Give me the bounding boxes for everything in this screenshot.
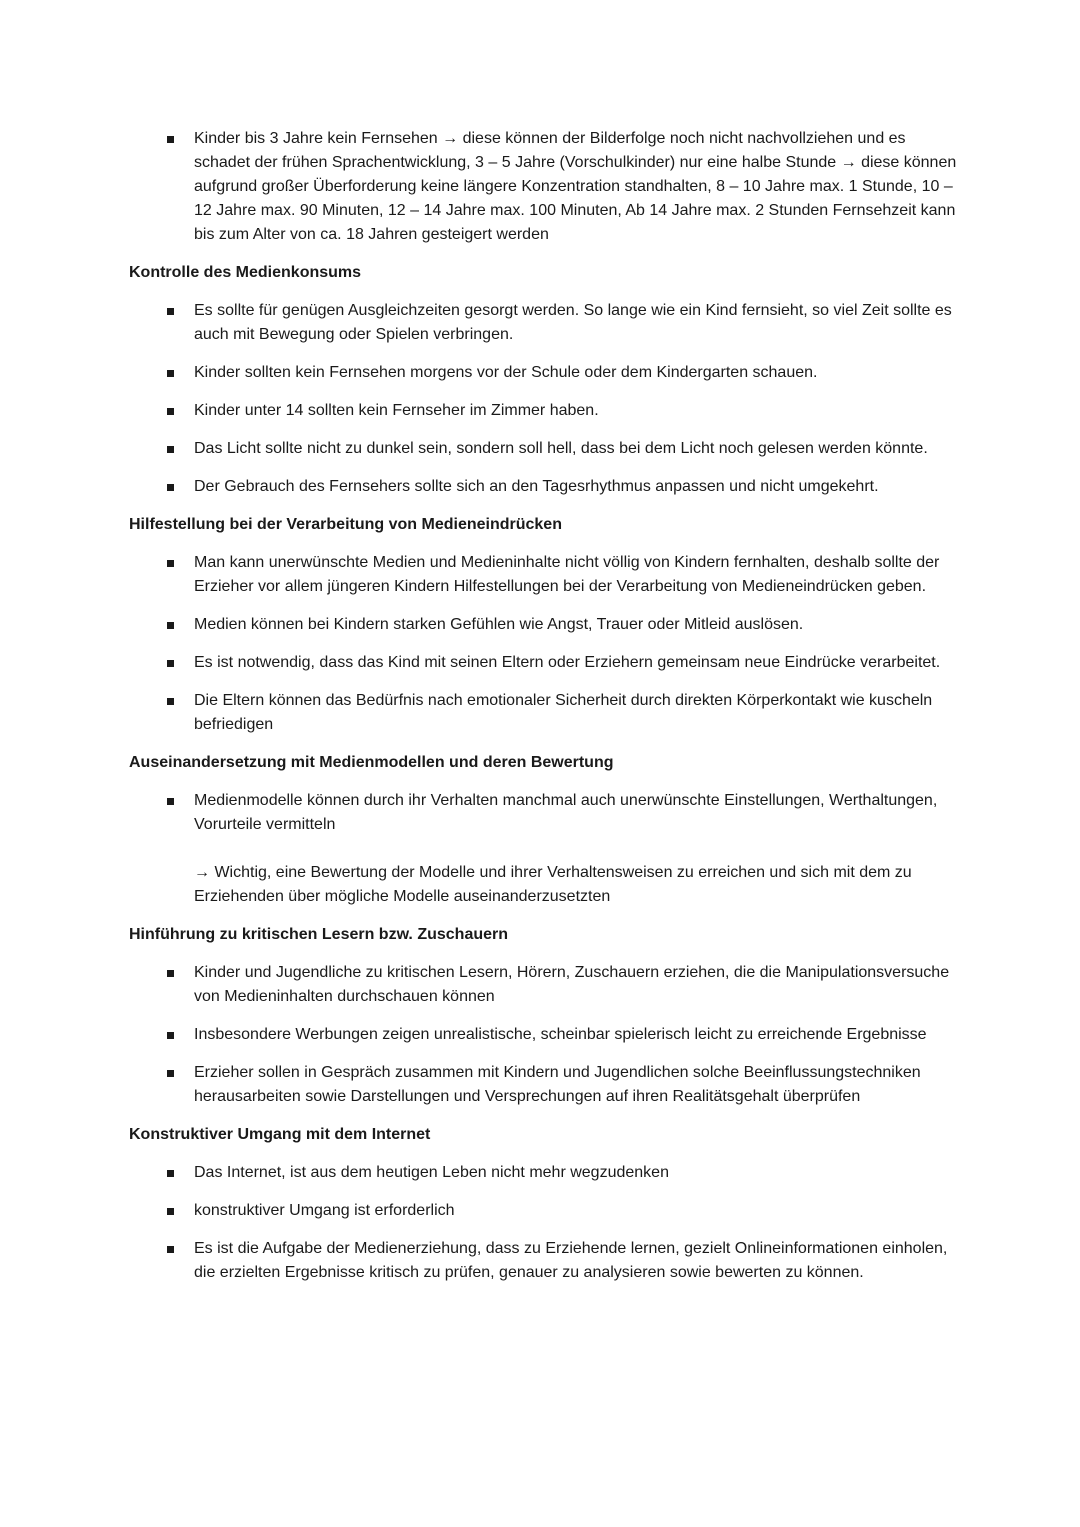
list-item: [129, 1199, 960, 1223]
list-item: [129, 613, 960, 637]
note-paragraph: → Wichtig, eine Bewertung der Modelle und ihrer Verhaltensweisen zu erreichen und sich mit dem zu Erziehenden über mögliche Modelle auseinanderzusetzten: [194, 864, 912, 905]
list-item-text: Kinder sollten kein Fernsehen morgens vor der Schule oder dem Kindergarten schauen.: [194, 364, 818, 381]
section-heading: Auseinandersetzung mit Medienmodellen und deren Bewertung: [129, 754, 614, 771]
list-item-text: Medien können bei Kindern starken Gefühlen wie Angst, Trauer oder Mitleid auslösen.: [194, 616, 804, 633]
list-item: [129, 299, 960, 347]
square-bullet-icon: [167, 370, 174, 377]
list-item-text: Insbesondere Werbungen zeigen unrealistische, scheinbar spielerisch leicht zu erreichende Ergebnisse: [194, 1026, 927, 1043]
square-bullet-icon: [167, 1208, 174, 1215]
list-item: [129, 1161, 960, 1185]
list-item-text: Kinder und Jugendliche zu kritischen Lesern, Hörern, Zuschauern erziehen, die die Manipulationsversuche von Medieninhalten durchschauen können: [194, 964, 950, 1005]
square-bullet-icon: [167, 560, 174, 567]
list-item: [129, 1237, 960, 1285]
list-item-text: Kinder bis 3 Jahre kein Fernsehen → diese können der Bilderfolge noch nicht nachvollziehen und es schadet der frühen Sprachentwicklung, 3 – 5 Jahre (Vorschulkinder) nur eine halbe Stunde → diese können aufgrund großer Überforderung keine längere Konzentration standhalten, 8 – 10 Jahre max. 1 Stunde, 10 – 12 Jahre max. 90 Minuten, 12 – 14 Jahre max. 100 Minuten, Ab 14 Jahre max. 2 Stunden Fernsehzeit kann bis zum Alter von ca. 18 Jahren gesteigert werden: [194, 130, 957, 243]
list-item: [129, 689, 960, 737]
square-bullet-icon: [167, 660, 174, 667]
list-item: [129, 551, 960, 599]
list-item: [129, 961, 960, 1009]
list-item: [129, 437, 960, 461]
list-item: [129, 789, 960, 837]
square-bullet-icon: [167, 484, 174, 491]
list-item-text: Das Internet, ist aus dem heutigen Leben nicht mehr wegzudenken: [194, 1164, 669, 1181]
square-bullet-icon: [167, 136, 174, 143]
list-item-text: Man kann unerwünschte Medien und Medieninhalte nicht völlig von Kindern fernhalten, deshalb sollte der Erzieher vor allem jüngeren Kindern Hilfestellungen bei der Verarbeitung von Medieneindrücken geben.: [194, 554, 940, 595]
section-heading: Kontrolle des Medienkonsums: [129, 264, 362, 281]
list-item-text: Der Gebrauch des Fernsehers sollte sich an den Tagesrhythmus anpassen und nicht umgekehrt.: [194, 478, 879, 495]
list-item: [129, 361, 960, 385]
list-item: [129, 127, 960, 247]
square-bullet-icon: [167, 446, 174, 453]
section-heading: Hilfestellung bei der Verarbeitung von Medieneindrücken: [129, 516, 562, 533]
square-bullet-icon: [167, 408, 174, 415]
square-bullet-icon: [167, 970, 174, 977]
list-item-text: Kinder unter 14 sollten kein Fernseher im Zimmer haben.: [194, 402, 599, 419]
list-item-text: Das Licht sollte nicht zu dunkel sein, sondern soll hell, dass bei dem Licht noch gelesen werden könnte.: [194, 440, 928, 457]
list-item-text: konstruktiver Umgang ist erforderlich: [194, 1202, 455, 1219]
square-bullet-icon: [167, 1032, 174, 1039]
list-item: [129, 1061, 960, 1109]
list-item-text: Es ist die Aufgabe der Medienerziehung, dass zu Erziehende lernen, gezielt Onlineinformationen einholen, die erzielten Ergebnisse kritisch zu prüfen, genauer zu analysieren sowie bewerten zu können.: [194, 1240, 948, 1281]
list-item: [129, 399, 960, 423]
square-bullet-icon: [167, 798, 174, 805]
list-item: [129, 1023, 960, 1047]
square-bullet-icon: [167, 1170, 174, 1177]
square-bullet-icon: [167, 622, 174, 629]
list-item-text: Es sollte für genügen Ausgleichzeiten gesorgt werden. So lange wie ein Kind fernsieht, so viel Zeit sollte es auch mit Bewegung oder Spielen verbringen.: [194, 302, 952, 343]
list-item: [129, 475, 960, 499]
list-item-text: Medienmodelle können durch ihr Verhalten manchmal auch unerwünschte Einstellungen, Werthaltungen, Vorurteile vermitteln: [194, 792, 938, 833]
list-item: [129, 651, 960, 675]
square-bullet-icon: [167, 698, 174, 705]
square-bullet-icon: [167, 1070, 174, 1077]
section-heading: Hinführung zu kritischen Lesern bzw. Zuschauern: [129, 926, 509, 943]
section-heading: Konstruktiver Umgang mit dem Internet: [129, 1126, 431, 1143]
list-item-text: Es ist notwendig, dass das Kind mit seinen Eltern oder Erziehern gemeinsam neue Eindrücke verarbeitet.: [194, 654, 941, 671]
list-item-text: Erzieher sollen in Gespräch zusammen mit Kindern und Jugendlichen solche Beeinflussungstechniken herausarbeiten sowie Darstellungen und Versprechungen auf ihren Realitätsgehalt überprüfen: [194, 1064, 921, 1105]
list-item-text: Die Eltern können das Bedürfnis nach emotionaler Sicherheit durch direkten Körperkontakt wie kuscheln befriedigen: [194, 692, 933, 733]
square-bullet-icon: [167, 308, 174, 315]
square-bullet-icon: [167, 1246, 174, 1253]
